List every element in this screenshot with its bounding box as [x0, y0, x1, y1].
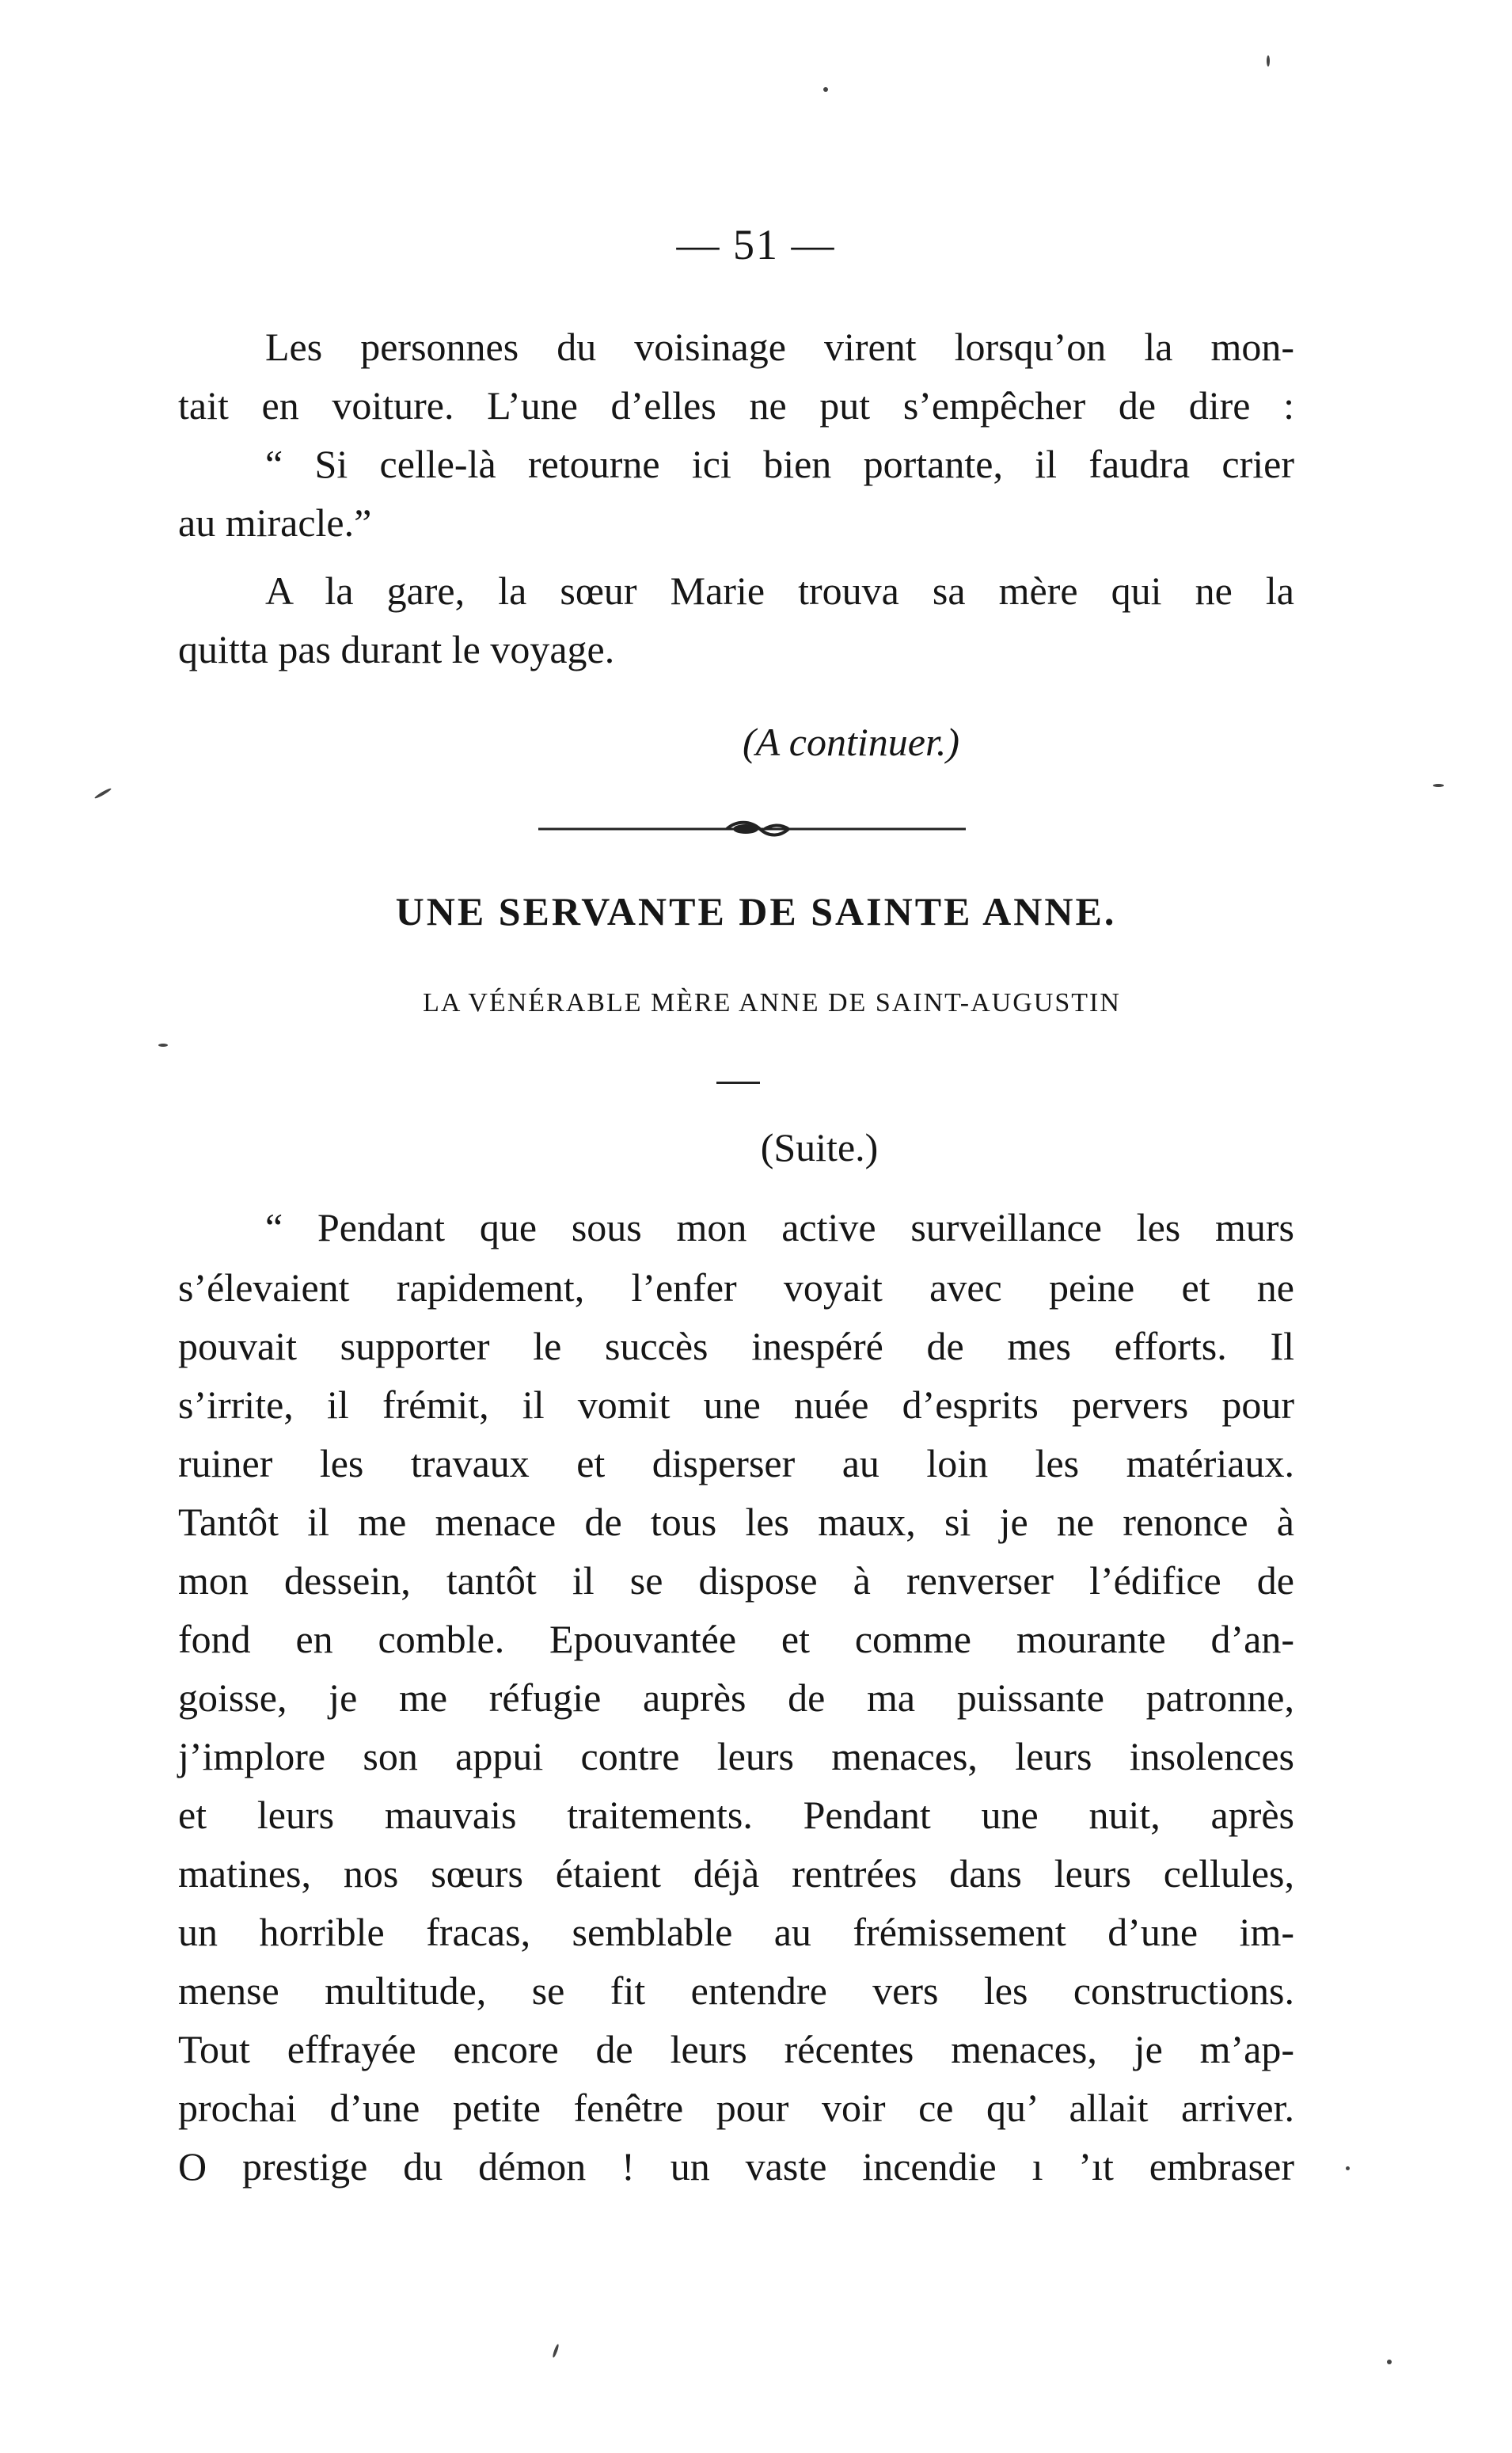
scan-speck: [552, 2344, 560, 2358]
section-title: UNE SERVANTE DE SAINTE ANNE.: [395, 889, 1117, 934]
text-line: mense multitude, se fit entendre vers les constructions.: [178, 1968, 1294, 2013]
text-line: goisse, je me réfugie auprès de ma puissante patronne,: [178, 1675, 1294, 1720]
short-divider: [716, 1082, 760, 1084]
scan-speck: [158, 1044, 168, 1047]
scan-speck: [1387, 2360, 1392, 2364]
text-line: A la gare, la sœur Marie trouva sa mère qui ne la: [265, 569, 1294, 613]
text-line: pouvait supporter le succès inespéré de mes efforts. Il: [178, 1324, 1294, 1368]
ornament-divider: [538, 817, 966, 841]
text-line: “ Si celle-là retourne ici bien portante, il faudra crier: [265, 442, 1294, 486]
text-line: fond en comble. Epouvantée et comme mourante d’an-: [178, 1617, 1294, 1661]
text-line: s’irrite, il frémit, il vomit une nuée d’esprits pervers pour: [178, 1382, 1294, 1427]
text-line: Tout effrayée encore de leurs récentes menaces, je m’ap-: [178, 2027, 1294, 2071]
continuation-label: (A continuer.): [742, 720, 960, 764]
text-line: ruiner les travaux et disperser au loin les matériaux.: [178, 1441, 1294, 1485]
section-subtitle: LA VÉNÉRABLE MÈRE ANNE DE SAINT-AUGUSTIN: [423, 988, 1121, 1017]
text-line: mon dessein, tantôt il se dispose à renverser l’édifice de: [178, 1558, 1294, 1603]
scan-speck: [823, 87, 828, 92]
text-line: s’élevaient rapidement, l’enfer voyait avec peine et ne: [178, 1265, 1294, 1310]
text-line: et leurs mauvais traitements. Pendant une nuit, après: [178, 1793, 1294, 1837]
suite-label: (Suite.): [760, 1125, 879, 1169]
text-line: au miracle.”: [178, 500, 372, 545]
scan-speck: [1433, 784, 1444, 787]
text-line: un horrible fracas, semblable au frémissement d’une im-: [178, 1910, 1294, 1954]
text-line: j’implore son appui contre leurs menaces, leurs insolences: [178, 1734, 1294, 1778]
text-line: “ Pendant que sous mon active surveillance les murs: [265, 1205, 1294, 1249]
text-line: matines, nos sœurs étaient déjà rentrées dans leurs cellules,: [178, 1851, 1294, 1896]
text-line: tait en voiture. L’une d’elles ne put s’empêcher de dire :: [178, 383, 1294, 428]
text-line: Tantôt il me menace de tous les maux, si je ne renonce à: [178, 1500, 1294, 1544]
text-line: quitta pas durant le voyage.: [178, 627, 615, 671]
scan-speck: [94, 787, 112, 799]
page-number: — 51 —: [676, 221, 836, 268]
scan-speck: [1346, 2166, 1350, 2170]
text-line: O prestige du démon ! un vaste incendie ı ’ıt embraser: [178, 2144, 1294, 2189]
text-line: Les personnes du voisinage virent lorsqu’on la mon-: [265, 325, 1294, 369]
scan-speck: [1267, 55, 1270, 67]
text-line: prochai d’une petite fenêtre pour voir ce qu’ allait arriver.: [178, 2086, 1294, 2130]
